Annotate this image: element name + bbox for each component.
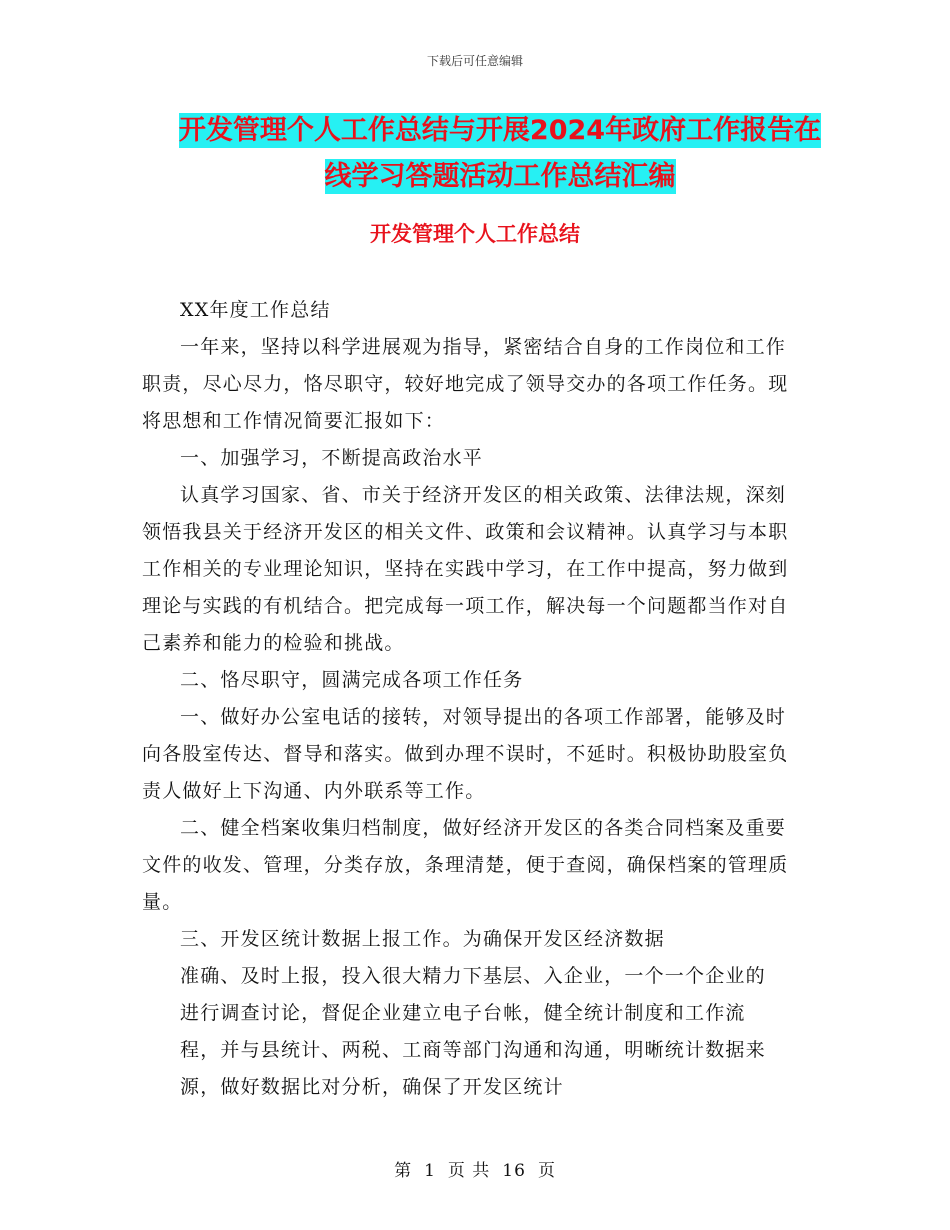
document-title-line-1: 开发管理个人工作总结与开展2024年政府工作报告在 xyxy=(178,115,822,146)
header-note: 下载后可任意编辑 xyxy=(426,54,523,68)
heading-duty: 二、恪尽职守，圆满完成各项工作任务 xyxy=(180,669,524,691)
paragraph-study: 认真学习国家、省、市关于经济开发区的相关政策、法律法规，深刻领悟我县关于经济开发区的相关文件、政策和会议精神。认真学习与本职工作相关的专业理论知识，坚持在实践中学习，在工作中提高，努力做到理论与实践的有机结合。把完成每一项工作，解决每一个问题都当作对自己素养和能力的检验和挑战。 xyxy=(142,484,789,654)
paragraph-year-summary: XX年度工作总结 xyxy=(180,299,331,321)
paragraph-statistics: 三、开发区统计数据上报工作。为确保开发区经济数据 xyxy=(180,928,665,950)
paragraph-statistics-continued: 准确、及时上报，投入很大精力下基层、入企业，一个一个企业的进行调查讨论，督促企业建立电子台帐，健全统计制度和工作流程，并与县统计、两税、工商等部门沟通和沟通，明晰统计数据来源，做好数据比对分析，确保了开发区统计 xyxy=(180,965,766,1098)
document-body xyxy=(142,292,802,1106)
page-footer xyxy=(0,1156,950,1181)
footer-prefix: 第 xyxy=(394,1161,413,1181)
page-number: 1 xyxy=(424,1161,436,1181)
footer-middle: 页 共 xyxy=(447,1161,491,1181)
paragraph-intro: 一年来，坚持以科学进展观为指导，紧密结合自身的工作岗位和工作职责，尽心尽力，恪尽职守，较好地完成了领导交办的各项工作任务。现将思想和工作情况简要汇报如下： xyxy=(142,336,789,432)
document-title xyxy=(140,108,860,200)
paragraph-phone: 一、做好办公室电话的接转，对领导提出的各项工作部署，能够及时向各股室传达、督导和落实。做到办理不误时，不延时。积极协助股室负责人做好上下沟通、内外联系等工作。 xyxy=(142,706,789,802)
heading-study: 一、加强学习，不断提高政治水平 xyxy=(180,447,484,469)
paragraph-archive: 二、健全档案收集归档制度，做好经济开发区的各类合同档案及重要文件的收发、管理，分类存放，条理清楚，便于查阅，确保档案的管理质量。 xyxy=(142,817,789,913)
document-title-line-2: 线学习答题活动工作总结汇编 xyxy=(324,161,676,192)
page-total: 16 xyxy=(502,1161,526,1181)
footer-suffix: 页 xyxy=(537,1161,556,1181)
section-title: 开发管理个人工作总结 xyxy=(370,222,580,246)
